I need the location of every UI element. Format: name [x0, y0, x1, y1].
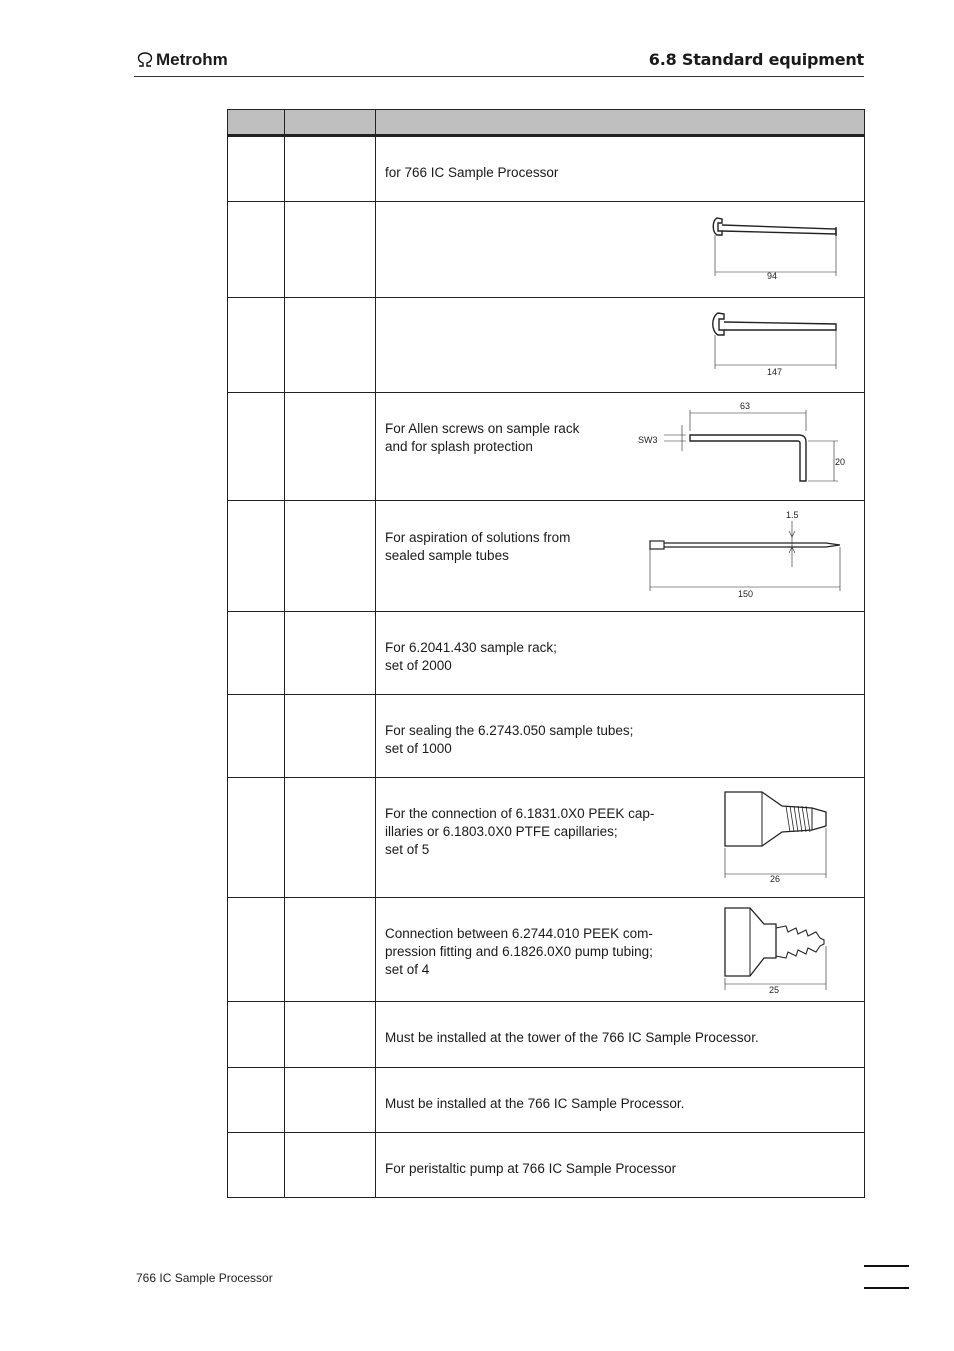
- table-row: [228, 778, 865, 898]
- header-cell-order-no: [285, 110, 376, 136]
- table-row: [228, 1133, 865, 1198]
- brand-name: Metrohm: [156, 50, 228, 69]
- table-row: [228, 202, 865, 298]
- brand-logo: [136, 50, 228, 70]
- footer-divider-top: [864, 1265, 909, 1267]
- row-description: For aspiration of solutions from sealed sample tubes: [385, 530, 571, 563]
- dimension-label: 25: [769, 985, 780, 994]
- table-row: [228, 695, 865, 778]
- table-row: [228, 612, 865, 695]
- pressure-screw-drawing: [716, 788, 846, 882]
- dimension-label: 147: [767, 367, 783, 377]
- table-row: [228, 393, 865, 501]
- section-title: 6.8 Standard equipment: [648, 50, 864, 69]
- dimension-label: 26: [770, 874, 781, 882]
- header-divider: [134, 76, 864, 77]
- table-row: [228, 1002, 865, 1068]
- row-description: For peristaltic pump at 766 IC Sample Processor: [385, 1161, 677, 1176]
- row-description: For Allen screws on sample rack and for splash protection: [385, 421, 580, 454]
- row-description: Must be installed at the tower of the 766 IC Sample Processor.: [385, 1030, 759, 1045]
- table-row: [228, 898, 865, 1002]
- row-description: Must be installed at the 766 IC Sample Processor.: [385, 1096, 685, 1111]
- dimension-label: 63: [740, 401, 751, 411]
- row-description: For sealing the 6.2743.050 sample tubes; set of 1000: [385, 723, 634, 756]
- wrench-small-drawing: [709, 212, 845, 284]
- row-description: Connection between 6.2744.010 PEEK com- pression fitting and 6.1826.0X0 pump tubing; set of 4: [385, 926, 653, 977]
- dimension-label: 1.5: [786, 510, 799, 520]
- hex-key-drawing: [636, 397, 856, 497]
- needle-drawing: [642, 505, 854, 601]
- dimension-label: 150: [738, 589, 754, 599]
- header-cell-description: [376, 110, 865, 136]
- wrench-large-drawing: [709, 309, 845, 381]
- header-cell-qty: [228, 110, 285, 136]
- table-row: [228, 1068, 865, 1133]
- dimension-label: 94: [767, 271, 778, 281]
- row-description: For the connection of 6.1831.0X0 PEEK cap- illaries or 6.1803.0X0 PTFE capillaries; set of 5: [385, 806, 655, 857]
- dimension-label: SW3: [638, 435, 658, 445]
- row-description: for 766 IC Sample Processor: [385, 165, 559, 180]
- dimension-label: 20: [835, 457, 846, 467]
- row-description: For 6.2041.430 sample rack; set of 2000: [385, 640, 557, 673]
- equipment-table: [227, 109, 865, 1198]
- tubing-adapter-drawing: [716, 906, 846, 994]
- table-header-row: [228, 110, 865, 136]
- table-row: [228, 298, 865, 393]
- table-row: [228, 136, 865, 202]
- footer-divider-bottom: [864, 1287, 909, 1289]
- table-row: [228, 501, 865, 612]
- footer-document-name: 766 IC Sample Processor: [136, 1271, 273, 1285]
- omega-icon: [136, 52, 154, 68]
